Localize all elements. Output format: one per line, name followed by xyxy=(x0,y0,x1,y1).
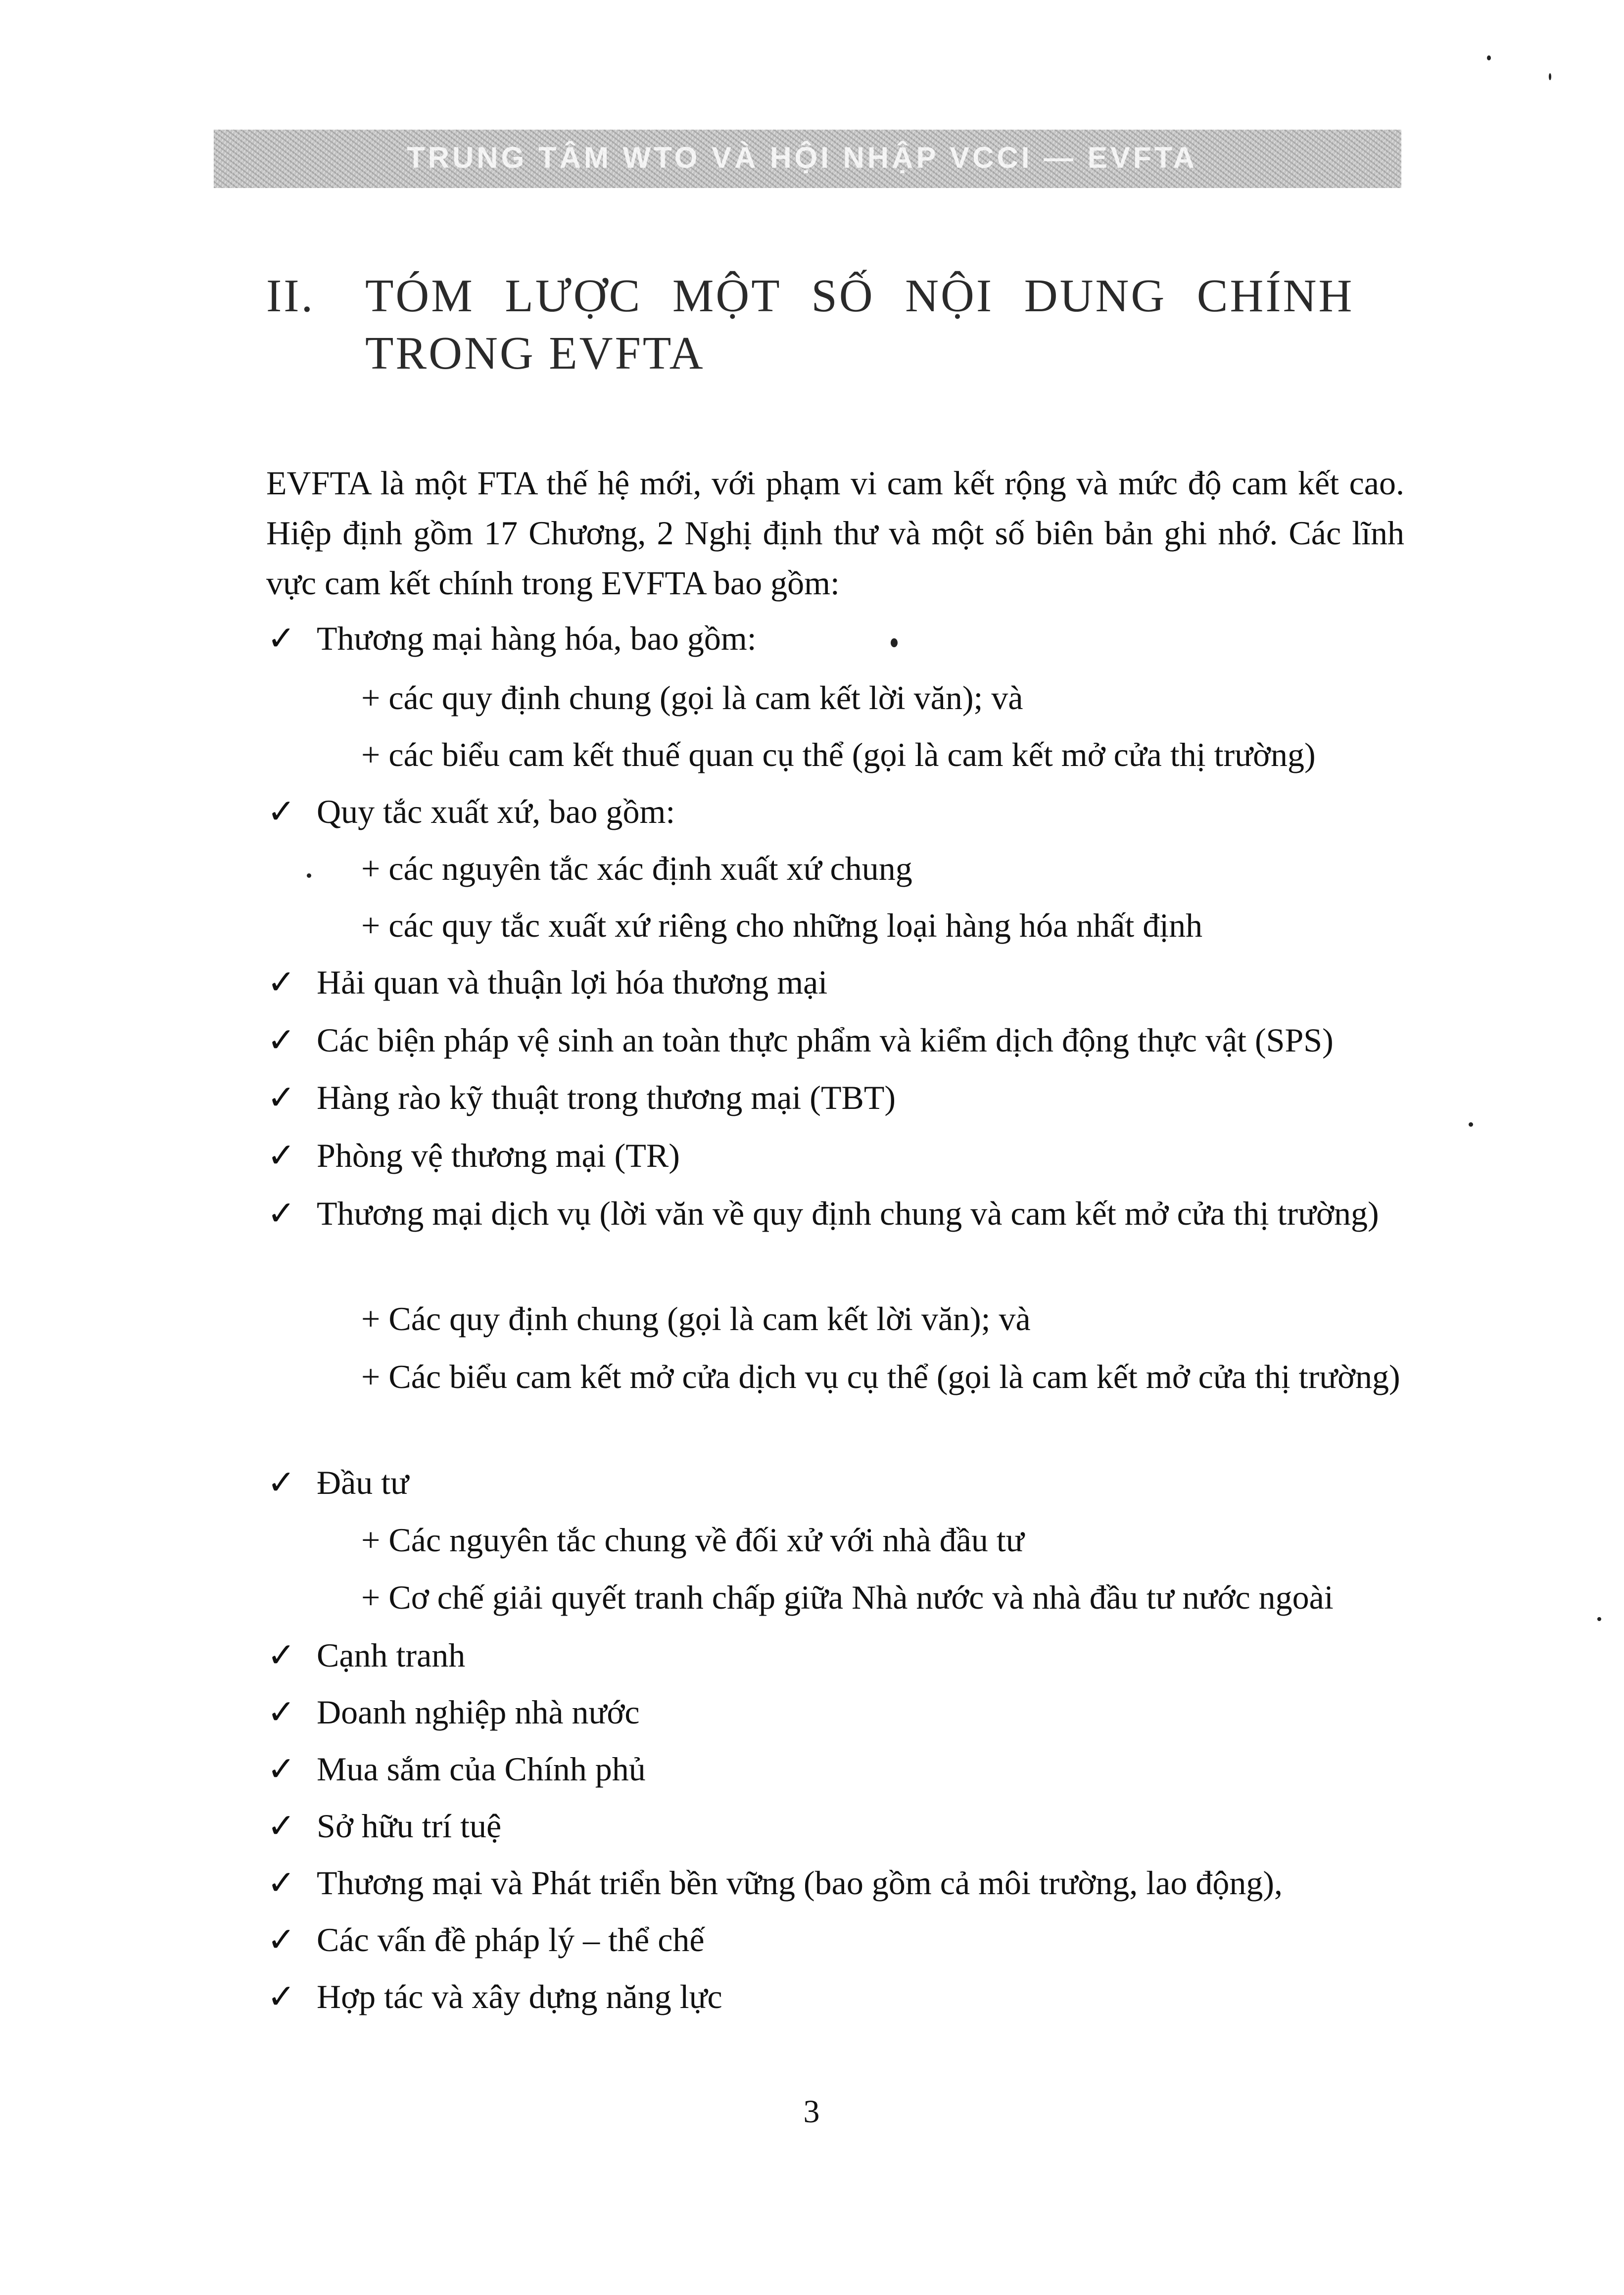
list-item-label: Mua sắm của Chính phủ xyxy=(317,1750,646,1788)
list-item-label: Các vấn đề pháp lý – thể chế xyxy=(317,1921,705,1959)
list-sub-item-label: + Các nguyên tắc chung về đối xử với nhà đầu tư xyxy=(361,1521,1024,1559)
list-item-label: Doanh nghiệp nhà nước xyxy=(317,1693,640,1731)
list-item-label: Hải quan và thuận lợi hóa thương mại xyxy=(317,963,828,1001)
intro-paragraph: EVFTA là một FTA thế hệ mới, với phạm vi cam kết rộng và mức độ cam kết cao. Hiệp định gồm 17 Chương, 2 Nghị định thư và một số biên bản ghi nhớ. Các lĩnh vực cam kết chính trong EVFTA bao gồm: xyxy=(266,464,1404,602)
check-icon: ✓ xyxy=(267,1464,295,1501)
check-icon: ✓ xyxy=(267,793,295,830)
header-banner-text: TRUNG TÂM WTO VÀ HỘI NHẬP VCCI — EVFTA xyxy=(407,141,1198,174)
section-title-line2: TRONG EVFTA xyxy=(365,328,705,379)
check-icon: ✓ xyxy=(267,1195,295,1232)
scan-speck xyxy=(1597,1617,1601,1621)
check-icon: ✓ xyxy=(267,1137,295,1174)
list-item-label: Hợp tác và xây dựng năng lực xyxy=(317,1978,722,2015)
check-icon: ✓ xyxy=(267,620,295,657)
check-icon: ✓ xyxy=(267,1978,295,2015)
page-number: 3 xyxy=(803,2094,820,2130)
list-item-label: Thương mại và Phát triển bền vững (bao gồm cả môi trường, lao động), xyxy=(317,1864,1283,1902)
check-icon: ✓ xyxy=(267,1021,295,1059)
list-item-label: Thương mại hàng hóa, bao gồm: xyxy=(317,620,757,657)
check-icon: ✓ xyxy=(267,1636,295,1674)
scan-speck xyxy=(891,638,898,647)
list-sub-item-label: + Cơ chế giải quyết tranh chấp giữa Nhà nước và nhà đầu tư nước ngoài xyxy=(361,1578,1334,1616)
list-item-label: Sở hữu trí tuệ xyxy=(317,1807,502,1845)
scan-speck xyxy=(1469,1122,1473,1127)
list-item-label: Thương mại dịch vụ (lời văn về quy định chung và cam kết mở cửa thị trường) xyxy=(317,1195,1379,1232)
header-banner xyxy=(214,130,1401,188)
list-sub-item-label: + các quy định chung (gọi là cam kết lời văn); và xyxy=(361,679,1023,717)
check-icon: ✓ xyxy=(267,1921,295,1959)
list-item-label: Quy tắc xuất xứ, bao gồm: xyxy=(317,793,675,830)
list-sub-item-label: + các quy tắc xuất xứ riêng cho những loại hàng hóa nhất định xyxy=(361,907,1203,944)
check-icon: ✓ xyxy=(267,1807,295,1845)
list-item-label: Hàng rào kỹ thuật trong thương mại (TBT) xyxy=(317,1079,896,1116)
list-item-label: Các biện pháp vệ sinh an toàn thực phẩm và kiểm dịch động thực vật (SPS) xyxy=(317,1021,1334,1059)
check-icon: ✓ xyxy=(267,1693,295,1731)
list-item-label: Đầu tư xyxy=(317,1464,409,1501)
check-icon: ✓ xyxy=(267,1864,295,1902)
list-item-label: Cạnh tranh xyxy=(317,1636,466,1674)
list-sub-item-label: + các nguyên tắc xác định xuất xứ chung xyxy=(361,850,912,887)
section-title-line1: TÓM LƯỢC MỘT SỐ NỘI DUNG CHÍNH xyxy=(365,270,1354,322)
scan-speck xyxy=(1549,73,1551,80)
list-item-label: Phòng vệ thương mại (TR) xyxy=(317,1137,680,1174)
check-icon: ✓ xyxy=(267,1079,295,1116)
check-icon: ✓ xyxy=(267,1750,295,1788)
check-icon: ✓ xyxy=(267,963,295,1001)
list-sub-item-label: + Các quy định chung (gọi là cam kết lời văn); và xyxy=(361,1300,1031,1338)
list-sub-item-label: + các biểu cam kết thuế quan cụ thể (gọi là cam kết mở cửa thị trường) xyxy=(361,736,1316,773)
section-number: II. xyxy=(266,270,315,322)
scan-speck xyxy=(307,873,311,878)
list-sub-item-label: + Các biểu cam kết mở cửa dịch vụ cụ thể (gọi là cam kết mở cửa thị trường) xyxy=(361,1358,1400,1395)
scan-speck xyxy=(1487,55,1491,60)
